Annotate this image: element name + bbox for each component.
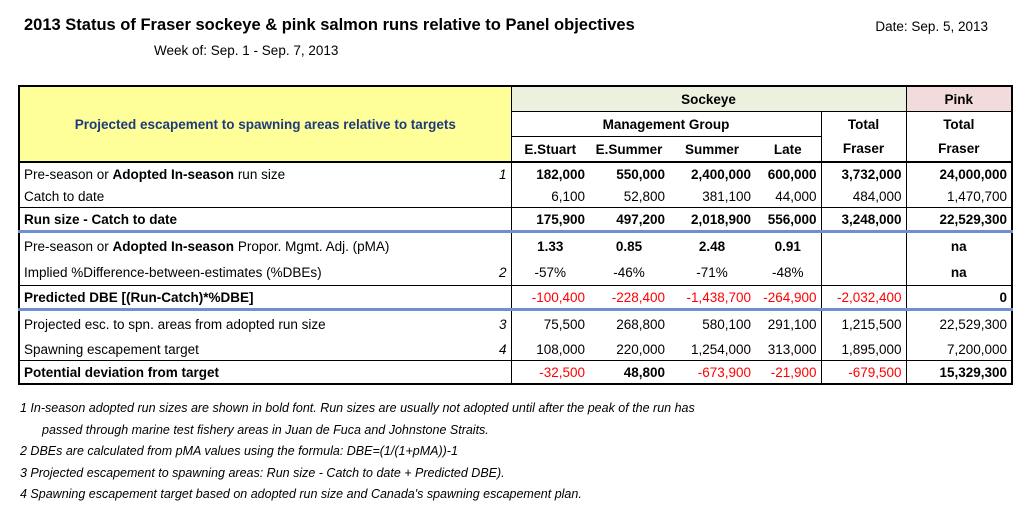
report-date: Date: Sep. 5, 2013 (875, 19, 988, 34)
row-label: Potential deviation from target (19, 361, 489, 385)
pink-cell: 22,529,300 (906, 310, 1012, 339)
col-heading-summer: Summer (685, 141, 740, 157)
status-table (18, 85, 1013, 385)
value-cell: -1,438,700 (669, 286, 755, 310)
projected-escapement-heading: Projected escapement to spawning areas relative to targets (19, 86, 511, 162)
value-cell: 52,800 (589, 185, 669, 208)
value-cell: 75,500 (511, 310, 589, 339)
pink-cell: na (906, 259, 1012, 286)
value-cell: -100,400 (511, 286, 589, 310)
table-row (19, 162, 1012, 185)
footnote-4: 4 Spawning escapement target based on adopted run size and Canada's spawning escapement plan. (20, 487, 582, 501)
value-cell: 0.91 (774, 238, 801, 254)
footnote-ref (489, 185, 511, 208)
header-row-species (19, 86, 1012, 112)
value-cell: 0.85 (615, 238, 643, 254)
value-cell: 1,254,000 (669, 338, 755, 361)
pink-cell: 15,329,300 (906, 361, 1012, 385)
value-cell: -71% (669, 259, 755, 286)
value-cell: 1.33 (511, 232, 589, 260)
row-label: Catch to date (19, 185, 489, 208)
value-cell: -228,400 (589, 286, 669, 310)
total-cell: 1,895,000 (821, 338, 906, 361)
table-row (19, 232, 1012, 260)
value-cell: 497,200 (589, 208, 669, 232)
row-label: Spawning escapement target (19, 338, 489, 361)
value-cell: 175,900 (511, 208, 589, 232)
total-pink-heading: Total (906, 112, 1012, 137)
pink-cell: 24,000,000 (906, 162, 1012, 185)
value-cell: 220,000 (589, 338, 669, 361)
footnotes (20, 398, 695, 506)
value-cell: 2,018,900 (669, 208, 755, 232)
pink-cell: na (906, 232, 1012, 260)
total-sockeye-heading: Total (821, 112, 906, 137)
value-cell: -673,900 (669, 361, 755, 385)
value-cell: 268,800 (616, 317, 666, 332)
value-cell: -57% (511, 259, 589, 286)
row-label: Run size - Catch to date (19, 208, 489, 232)
table-row (19, 185, 1012, 208)
row-label: Projected esc. to spn. areas from adopted run size (19, 310, 489, 339)
value-cell: 2.48 (698, 238, 726, 254)
table-row (19, 338, 1012, 361)
footnote-ref: 4 (489, 338, 511, 361)
col-heading-fraser: Fraser (821, 137, 906, 163)
value-cell: 108,000 (511, 338, 589, 361)
row-label: Pre-season or Adopted In-season Propor. Mgmt. Adj. (pMA) (19, 232, 489, 260)
pink-heading: Pink (906, 86, 1012, 112)
table-row (19, 208, 1012, 232)
total-cell: -2,032,400 (821, 286, 906, 310)
row-label: Predicted DBE [(Run-Catch)*%DBE] (19, 286, 489, 310)
total-cell: 3,732,000 (821, 162, 906, 185)
total-cell (821, 232, 906, 260)
footnote-ref (489, 286, 511, 310)
value-cell: 6,100 (511, 185, 589, 208)
table-row (19, 361, 1012, 385)
total-cell: 1,215,500 (821, 310, 906, 339)
row-label: Implied %Difference-between-estimates (%DBEs) (19, 259, 489, 286)
value-cell: -48% (755, 259, 821, 286)
pink-cell: 1,470,700 (906, 185, 1012, 208)
col-heading-esummer: E.Summer (595, 141, 663, 157)
table-row (19, 286, 1012, 310)
total-cell (821, 259, 906, 286)
value-cell: 313,000 (755, 338, 821, 361)
pink-cell: 22,529,300 (906, 208, 1012, 232)
footnote-ref: 2 (489, 259, 511, 286)
footnote-ref (489, 208, 511, 232)
value-cell: 44,000 (755, 185, 821, 208)
footnote-3: 3 Projected escapement to spawning areas: Run size - Catch to date + Predicted DBE). (20, 465, 505, 480)
total-cell: -679,500 (821, 361, 906, 385)
value-cell: 2,400,000 (669, 162, 755, 185)
report-title: 2013 Status of Fraser sockeye & pink salmon runs relative to Panel objectives (24, 16, 635, 34)
col-heading-estuart: E.Stuart (524, 141, 577, 157)
sockeye-heading: Sockeye (511, 86, 906, 112)
footnote-ref: 3 (489, 310, 511, 339)
value-cell: 48,800 (589, 361, 669, 385)
value-cell: 381,100 (669, 185, 755, 208)
report-week: Week of: Sep. 1 - Sep. 7, 2013 (154, 43, 339, 58)
value-cell: -46% (589, 259, 669, 286)
footnote-2: 2 DBEs are calculated from pMA values using the formula: DBE=(1/(1+pMA))-1 (20, 444, 458, 458)
total-cell: 484,000 (821, 185, 906, 208)
value-cell: 182,000 (511, 162, 589, 185)
total-cell: 3,248,000 (821, 208, 906, 232)
col-heading-late: Late (773, 141, 802, 157)
footnote-ref: 1 (489, 162, 511, 185)
value-cell: 556,000 (755, 208, 821, 232)
value-cell: 550,000 (589, 162, 669, 185)
footnote-1: 1 In-season adopted run sizes are shown in bold font. Run sizes are usually not adopted until after the peak of the run has (20, 401, 695, 415)
value-cell: 291,100 (767, 317, 817, 332)
row-label: Pre-season or Adopted In-season run size (19, 162, 489, 185)
value-cell: -21,900 (755, 361, 821, 385)
management-group-heading: Management Group (511, 112, 821, 137)
value-cell: -32,500 (511, 361, 589, 385)
footnote-ref (489, 232, 511, 260)
value-cell: -264,900 (755, 286, 821, 310)
footnote-1-continued: passed through marine test fishery areas in Juan de Fuca and Johnstone Straits. (42, 422, 489, 437)
col-heading-fraser-pink: Fraser (906, 137, 1012, 163)
pink-cell: 0 (906, 286, 1012, 310)
table-row (19, 310, 1012, 339)
value-cell: 580,100 (702, 317, 752, 332)
pink-cell: 7,200,000 (906, 338, 1012, 361)
footnote-ref (489, 361, 511, 385)
value-cell: 600,000 (755, 162, 821, 185)
table-row (19, 259, 1012, 286)
